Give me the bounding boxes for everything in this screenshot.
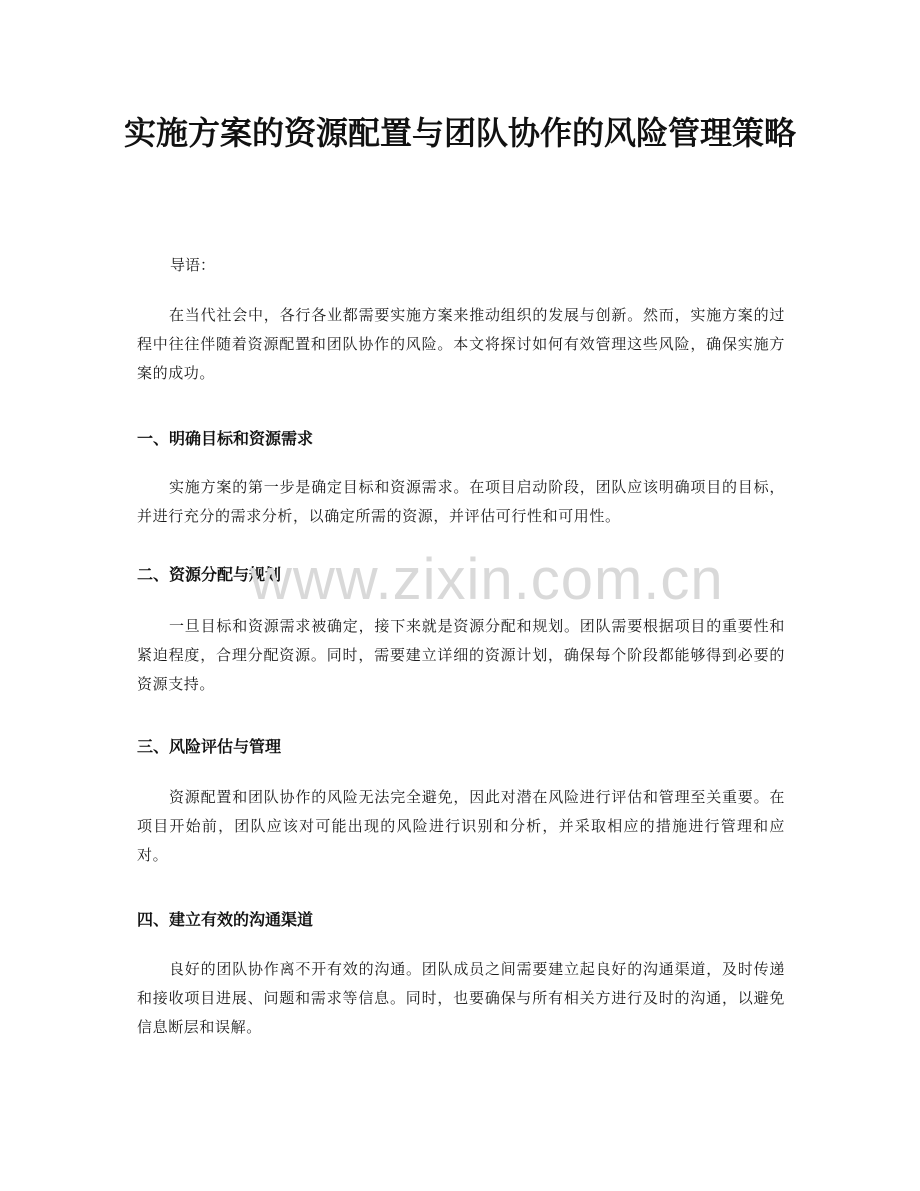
document-title: 实施方案的资源配置与团队协作的风险管理策略 [123, 114, 796, 152]
section-body-1: 实施方案的第一步是确定目标和资源需求。在项目启动阶段，团队应该明确项目的目标，并进行充分的需求分析，以确定所需的资源，并评估可行性和可用性。 [137, 478, 785, 525]
section-heading-4: 四、建立有效的沟通渠道 [137, 910, 314, 929]
section-body-2: 一旦目标和资源需求被确定，接下来就是资源分配和规划。团队需要根据项目的重要性和紧迫程度，合理分配资源。同时，需要建立详细的资源计划，确保每个阶段都能够得到必要的资源支持。 [137, 617, 785, 693]
section-body-4: 良好的团队协作离不开有效的沟通。团队成员之间需要建立起良好的沟通渠道，及时传递和接收项目进展、问题和需求等信息。同时，也要确保与所有相关方进行及时的沟通，以避免信息断层和误解。 [137, 960, 785, 1036]
section-heading-1: 一、明确目标和资源需求 [137, 429, 314, 448]
section-body-3: 资源配置和团队协作的风险无法完全避免，因此对潜在风险进行评估和管理至关重要。在项目开始前，团队应该对可能出现的风险进行识别和分析，并采取相应的措施进行管理和应对。 [137, 788, 785, 864]
intro-label: 导语： [170, 256, 216, 274]
section-heading-2: 二、资源分配与规划 [137, 565, 282, 584]
section-heading-3: 三、风险评估与管理 [137, 737, 282, 756]
watermark: www.zixin.com.cn [250, 547, 724, 612]
intro-paragraph: 在当代社会中，各行各业都需要实施方案来推动组织的发展与创新。然而，实施方案的过程中往往伴随着资源配置和团队协作的风险。本文将探讨如何有效管理这些风险，确保实施方案的成功。 [137, 306, 785, 382]
